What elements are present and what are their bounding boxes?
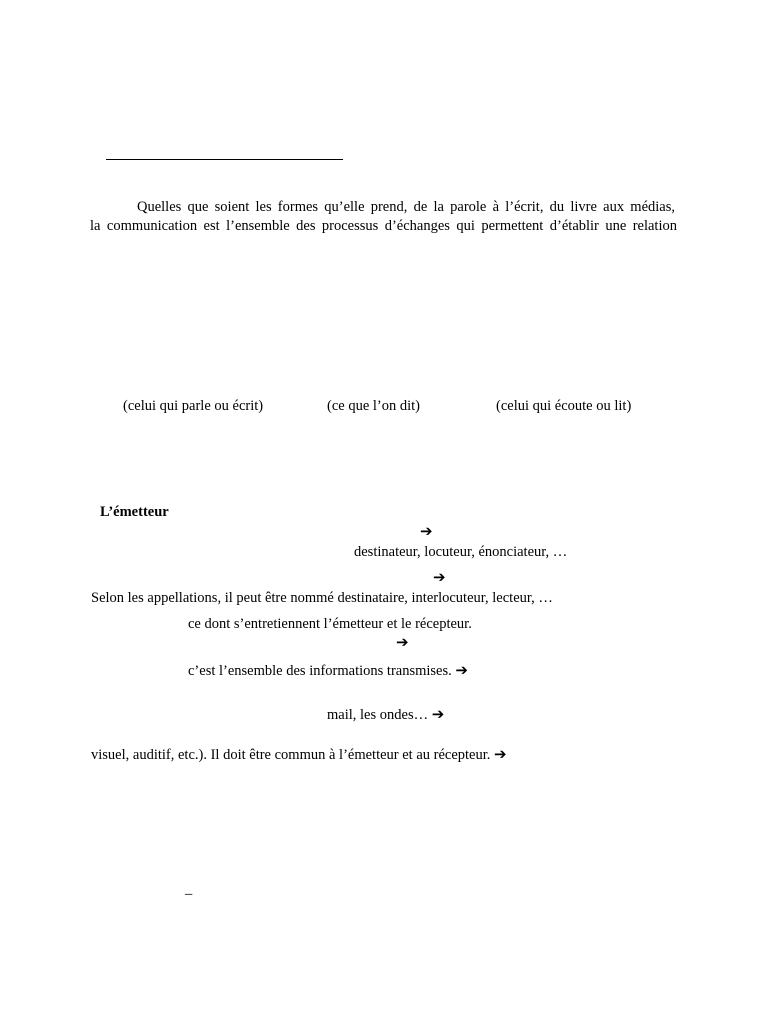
intro-line-1: Quelles que soient les formes qu’elle prend, de la parole à l’écrit, du livre aux médias, <box>137 199 675 215</box>
stray-dash: – <box>185 886 193 902</box>
intro-line-2: la communication est l’ensemble des processus d’échanges qui permettent d’établir une relation <box>90 218 677 234</box>
arrow-icon: ➔ <box>433 568 446 586</box>
arrow-icon: ➔ <box>455 661 468 679</box>
title-underline <box>106 159 343 160</box>
section-heading: L’émetteur <box>100 504 169 520</box>
message-note: (ce que l’on dit) <box>327 398 421 414</box>
arrow-row-2 <box>433 568 446 587</box>
sender-note: (celui qui parle ou écrit) <box>123 398 264 414</box>
sender-names: destinateur, locuteur, énonciateur, … <box>354 544 568 560</box>
arrow-row-1 <box>420 522 433 541</box>
arrow-icon: ➔ <box>494 745 507 763</box>
code-text: visuel, auditif, etc.). Il doit être commun à l’émetteur et au récepteur. <box>91 747 491 763</box>
referent-definition: ce dont s’entretiennent l’émetteur et le récepteur. <box>188 616 472 632</box>
receiver-names: Selon les appellations, il peut être nommé destinataire, interlocuteur, lecteur, … <box>91 590 553 606</box>
code-definition <box>91 745 507 764</box>
message-text: c’est l’ensemble des informations transmises. <box>188 663 452 679</box>
channel-text: mail, les ondes… <box>327 707 429 723</box>
arrow-icon: ➔ <box>431 705 445 723</box>
receiver-note: (celui qui écoute ou lit) <box>496 398 632 414</box>
message-definition <box>188 661 468 680</box>
arrow-icon: ➔ <box>420 522 433 540</box>
arrow-icon: ➔ <box>396 633 409 651</box>
arrow-row-3 <box>396 633 409 652</box>
channel-definition <box>327 705 444 724</box>
